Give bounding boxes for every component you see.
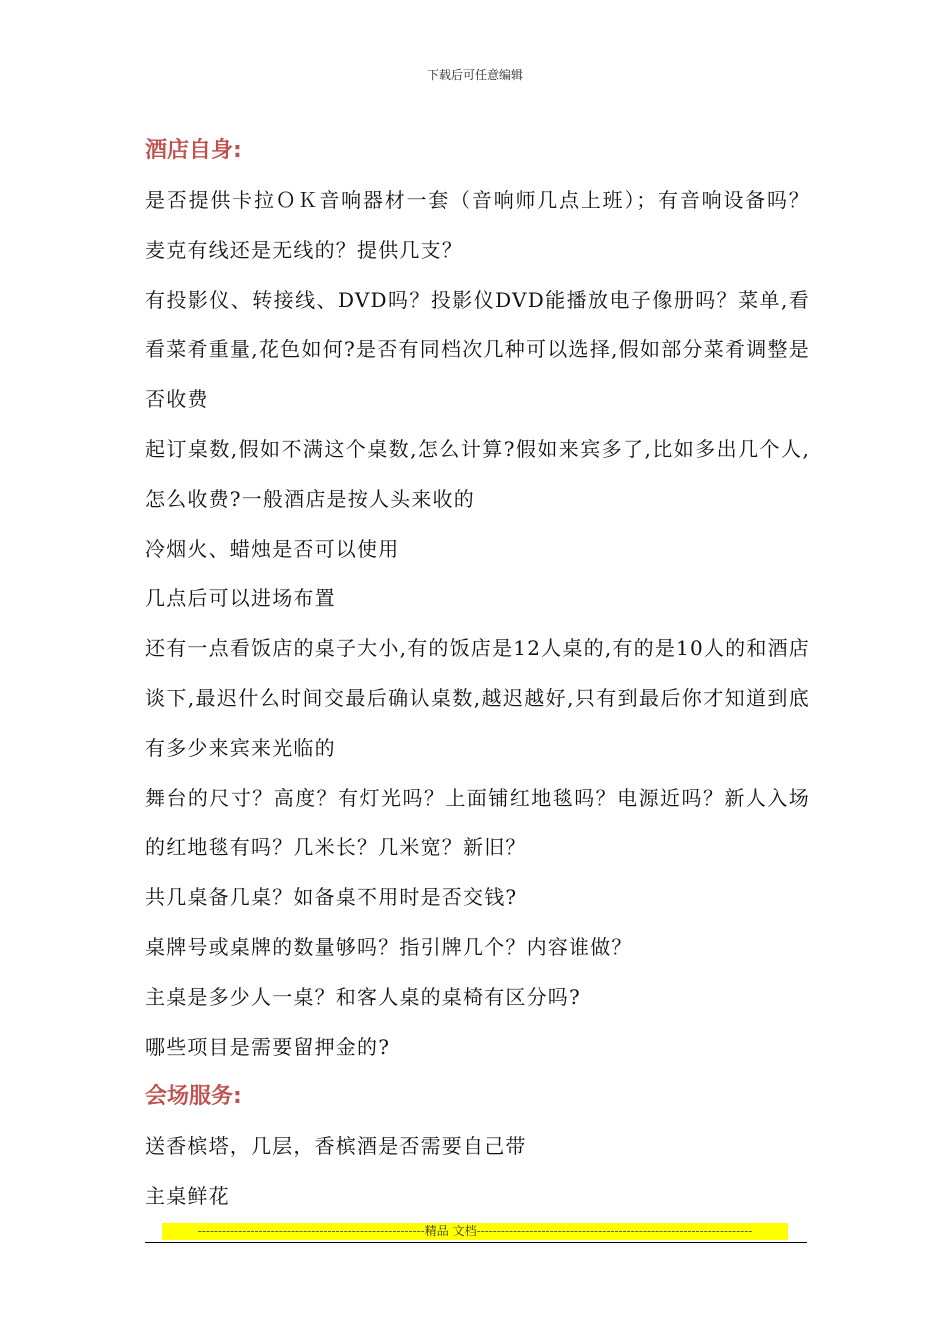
footer-label: 精品 文档 <box>424 1224 477 1238</box>
paragraph: 桌牌号或桌牌的数量够吗？指引牌几个？内容谁做？ <box>145 934 633 959</box>
footer-dashes-right: -------------------------------------------------------------------- <box>476 1224 753 1238</box>
paragraph: 共几桌备几桌？如备桌不用时是否交钱? <box>145 885 518 910</box>
footer-band <box>162 1223 788 1240</box>
section-heading: 酒店自身: <box>145 138 242 163</box>
page-header: 下载后可任意编辑 <box>426 68 523 82</box>
paragraph: 哪些项目是需要留押金的? <box>145 1034 391 1059</box>
paragraph: 送香槟塔，几层，香槟酒是否需要自己带 <box>145 1134 527 1159</box>
document-body <box>145 126 810 1222</box>
paragraph: 舞台的尺寸？高度？有灯光吗？上面铺红地毯吗？电源近吗？新人入场的红地毯有吗？几米长？几米宽？新旧？ <box>145 785 810 860</box>
section-hotel <box>145 126 810 1072</box>
paragraph: 有投影仪、转接线、DVD吗？投影仪DVD能播放电子像册吗？菜单,看看菜肴重量,花色如何?是否有同档次几种可以选择,假如部分菜肴调整是否收费 <box>145 287 810 412</box>
paragraph: 是否提供卡拉ＯＫ音响器材一套（音响师几点上班）；有音响设备吗？麦克有线还是无线的？提供几支？ <box>145 188 810 262</box>
paragraph: 主桌是多少人一桌？和客人桌的桌椅有区分吗? <box>145 984 581 1009</box>
paragraph: 还有一点看饭店的桌子大小,有的饭店是12人桌的,有的是10人的和酒店谈下,最迟什么时间交最后确认桌数,越迟越好,只有到最后你才知道到底有多少来宾来光临的 <box>145 636 810 760</box>
section-venue-service <box>145 1072 810 1222</box>
section-heading: 会场服务: <box>145 1084 242 1110</box>
paragraph: 起订桌数,假如不满这个桌数,怎么计算?假如来宾多了,比如多出几个人,怎么收费?一般酒店是按人头来收的 <box>145 436 810 511</box>
paragraph: 主桌鲜花 <box>145 1184 230 1209</box>
footer-dashes-left: -------------------------------------------------------- <box>197 1224 425 1238</box>
paragraph: 冷烟火、蜡烛是否可以使用 <box>145 536 400 561</box>
paragraph: 几点后可以进场布置 <box>145 586 336 611</box>
footer-rule <box>145 1242 807 1243</box>
